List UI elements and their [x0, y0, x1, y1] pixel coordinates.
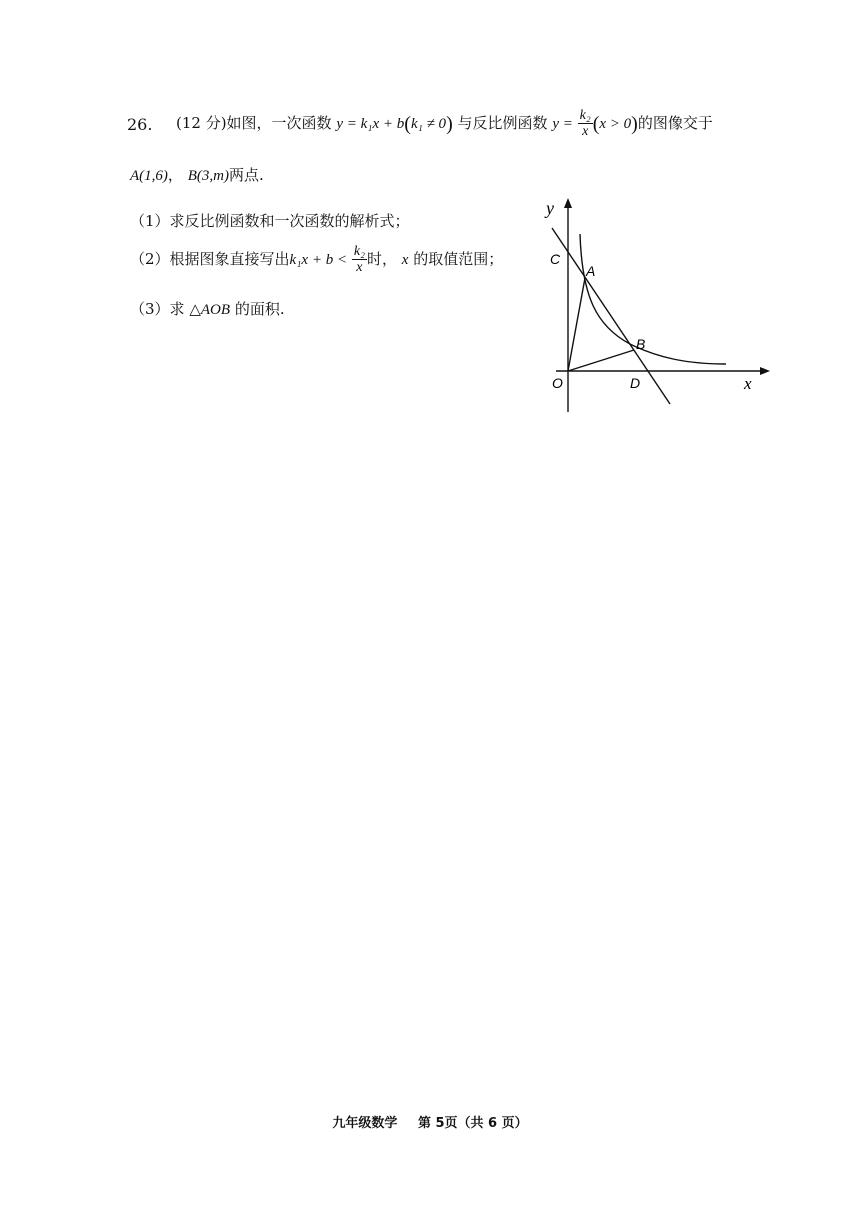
sub-question-1: （1）求反比例函数和一次函数的解析式； [130, 212, 410, 230]
x-condition: x > 0 [599, 115, 632, 132]
question-number: 26. [127, 115, 153, 134]
function-graph-figure [538, 196, 778, 420]
footer-subject: 九年级数学 [332, 1116, 398, 1131]
x-axis-label: x [744, 374, 752, 393]
part2-fraction [352, 244, 367, 276]
question-stem-line2 [130, 164, 264, 185]
linear-function-line [552, 228, 670, 404]
part3-suffix: 的面积. [234, 300, 285, 318]
fraction-numerator: k₂ [353, 244, 365, 259]
origin-label: O [552, 375, 563, 391]
point-b-label: B [636, 336, 646, 352]
triangle-aob: △AOB [189, 302, 231, 318]
inverse-lhs: y = [552, 115, 573, 132]
part3-prefix: （3）求 [130, 300, 185, 318]
sub-question-2 [130, 244, 503, 276]
page-footer [0, 1112, 860, 1131]
point-a: A(1,6) [130, 168, 168, 184]
stem-line2-suffix: 两点. [228, 166, 264, 184]
footer-page-number: 第 5页（共 6 页） [417, 1116, 528, 1131]
x-axis-arrow [760, 367, 770, 375]
y-axis-arrow [564, 198, 572, 208]
question-stem-line1: (12 分)如图，一次函数 y = k₁x + b(k₁ ≠ 0) 与反比例函数 y = $\frac{\text{k₂}}{x}$ (x > 0)的图像交于 [176, 108, 713, 140]
stem-mid: 与反比例函数 [457, 113, 548, 132]
stem-prefix: (12 分)如图，一次函数 [176, 113, 332, 132]
point-a-label: A [586, 263, 596, 279]
inverse-fraction [578, 108, 593, 140]
stem-suffix: 的图像交于 [637, 113, 713, 132]
y-axis-label: y [546, 198, 554, 218]
segment-oa [568, 278, 585, 371]
separator: ， [167, 166, 183, 184]
part2-expression: k₁x + b < [289, 251, 348, 268]
point-c-label: C [550, 251, 561, 267]
part2-suffix: 时， [366, 249, 397, 268]
fraction-denominator: x [582, 124, 589, 140]
point-b: B(3,m) [187, 168, 229, 184]
part2-variable: x [401, 251, 409, 268]
segment-ob [568, 350, 634, 371]
k1-condition: k₁ ≠ 0 [410, 115, 447, 132]
linear-function: y = k₁x + b [336, 115, 405, 132]
inverse-function-curve [580, 234, 726, 364]
point-d-label: D [630, 375, 641, 391]
part2-end: 的取值范围； [413, 249, 504, 268]
sub-question-3 [130, 298, 285, 319]
fraction-numerator: k₂ [579, 108, 591, 123]
part2-prefix: （2）根据图象直接写出 [130, 249, 290, 268]
fraction-denominator: x [356, 260, 363, 276]
